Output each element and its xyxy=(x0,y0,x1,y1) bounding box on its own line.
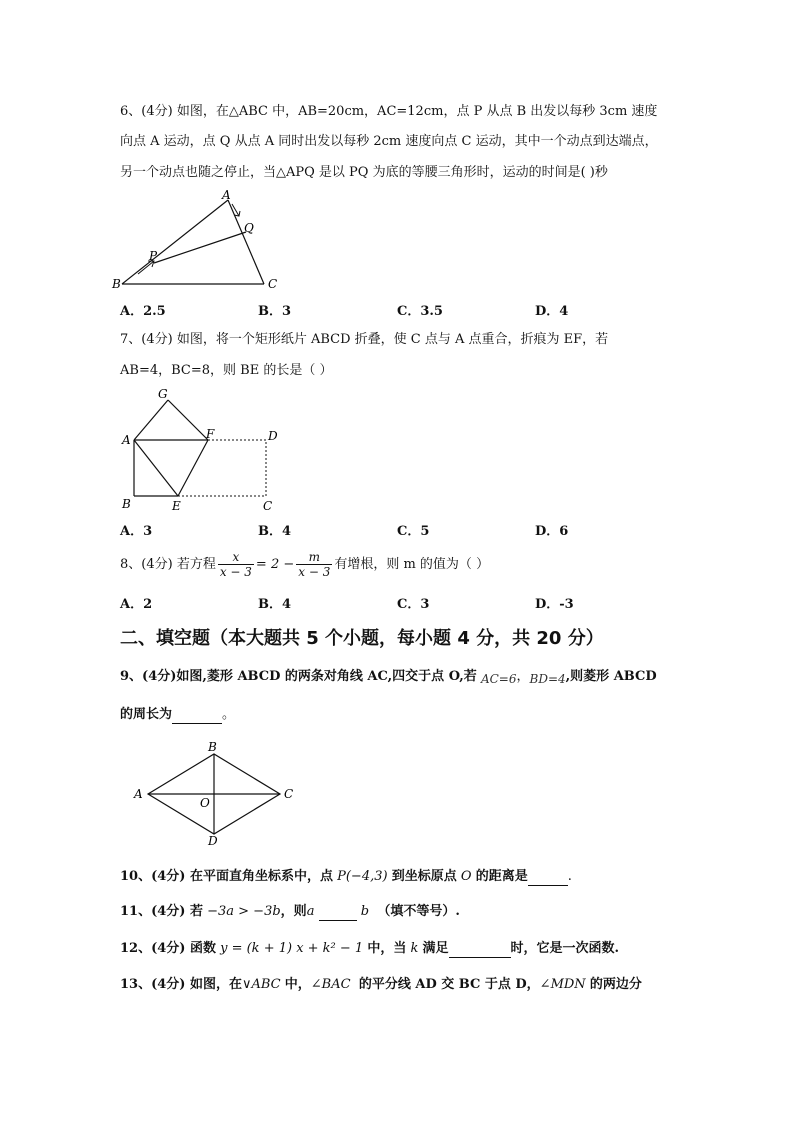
q9-label-b: B xyxy=(208,740,217,754)
q6-label-p: P xyxy=(149,249,158,263)
q13-text-c: 的平分线 AD 交 BC 于点 D， xyxy=(358,977,540,992)
q7-label-f: F xyxy=(206,427,215,441)
q9-line1 xyxy=(120,667,657,686)
q8-prefix: 8、(4分) 若方程 xyxy=(120,557,216,572)
q13-text-b: 中， xyxy=(284,977,311,992)
q6-option-a: A．2.5 xyxy=(120,304,166,319)
q8-suffix: 有增根，则 m 的值为（ ） xyxy=(334,557,490,572)
q8-frac2-numerator: m xyxy=(296,550,332,565)
q9-text-b: 四交于点 O,若 xyxy=(392,669,477,684)
q13-triangle: ∨ABC xyxy=(241,977,281,992)
q12-text-d: 时，它是一次函数. xyxy=(510,941,620,956)
q9-label-o: O xyxy=(200,796,210,810)
q10-answer-blank xyxy=(528,885,568,886)
q6-label-a: A xyxy=(222,188,231,202)
q12-text-b: 中，当 xyxy=(367,941,407,956)
q6-line3: 另一个动点也随之停止，当△APQ 是以 PQ 为底的等腰三角形时，运动的时间是( )秒 xyxy=(120,165,608,180)
q10-text-c: 的距离是 xyxy=(475,869,528,884)
q6-option-d: D．4 xyxy=(535,304,569,319)
q7-option-c: C．5 xyxy=(397,524,430,539)
q7-label-c: C xyxy=(263,499,273,513)
q10-point: P(−4,3) xyxy=(337,869,388,884)
q11-text-c: （填不等号）. xyxy=(377,904,460,919)
q9-period: 。 xyxy=(222,707,236,722)
q11-a: a xyxy=(306,904,315,919)
q9-answer-blank xyxy=(172,723,222,724)
q6-label-b: B xyxy=(112,277,121,291)
q8-line xyxy=(120,548,489,582)
q10-text-b: 到坐标原点 xyxy=(391,869,457,884)
q8-frac2-denominator: x − 3 xyxy=(298,565,331,579)
q7-option-d: D．6 xyxy=(535,524,569,539)
q9-label-c: C xyxy=(284,787,294,801)
q6-triangle-figure xyxy=(110,188,290,293)
q8-option-c: C．3 xyxy=(397,597,430,612)
q13-angle-mdn: ∠MDN xyxy=(539,977,586,992)
q11-text-b: ，则 xyxy=(280,904,307,919)
q9-bd: BD=4 xyxy=(529,672,566,686)
q6-line2: 向点 A 运动，点 Q 从点 A 同时出发以每秒 2cm 速度向点 C 运动，其中一个动点到达端点， xyxy=(120,134,658,149)
q8-option-a: A．2 xyxy=(120,597,153,612)
q7-line2: AB=4，BC=8，则 BE 的长是（ ） xyxy=(120,363,333,378)
q7-line1: 7、(4分) 如图，将一个矩形纸片 ABCD 折叠，使 C 点与 A 点重合，折痕为 EF，若 xyxy=(120,332,609,347)
q11-b: b xyxy=(360,904,370,919)
q7-label-e: E xyxy=(172,499,181,513)
q8-fraction-2 xyxy=(296,550,332,579)
q9-ac: AC=6 xyxy=(480,672,517,686)
q12-line xyxy=(120,940,619,958)
q8-fraction-1 xyxy=(218,550,254,579)
q11-line xyxy=(120,903,460,921)
q10-text-a: 10、(4分) 在平面直角坐标系中，点 xyxy=(120,869,333,884)
q9-text-perimeter: 的周长为 xyxy=(120,707,173,722)
q10-line xyxy=(120,868,572,886)
q10-origin: O xyxy=(460,869,472,884)
q8-frac1-denominator: x − 3 xyxy=(219,565,252,579)
q8-option-b: B．4 xyxy=(258,597,292,612)
q12-text-a: 12、(4分) 函数 xyxy=(120,941,216,956)
q9-text-a: 9、(4分)如图,菱形 ABCD 的两条对角线 AC, xyxy=(120,669,393,684)
q13-text-d: 的两边分 xyxy=(589,977,642,992)
q7-label-a: A xyxy=(122,433,131,447)
q9-label-d: D xyxy=(208,834,218,848)
q6-label-q: Q xyxy=(244,221,254,235)
q7-label-d: D xyxy=(268,429,278,443)
q7-label-g: G xyxy=(158,387,168,401)
q12-answer-blank xyxy=(449,957,511,958)
q11-answer-blank xyxy=(319,920,357,921)
q9-text-c: ,则菱形 ABCD xyxy=(565,669,657,684)
q9-rhombus-figure xyxy=(128,740,303,850)
q6-label-c: C xyxy=(268,277,278,291)
q10-text-d: . xyxy=(567,869,572,884)
q7-option-b: B．4 xyxy=(258,524,292,539)
q12-text-c: 满足 xyxy=(422,941,449,956)
q6-line1: 6、(4分) 如图，在△ABC 中，AB=20cm，AC=12cm，点 P 从点 B 出发以每秒 3cm 速度 xyxy=(120,104,658,119)
q8-middle: = 2 − xyxy=(255,557,295,572)
q6-option-c: C．3.5 xyxy=(397,304,443,319)
q11-text-a: 11、(4分) 若 xyxy=(120,904,203,919)
q12-function: y = (k + 1) x + k² − 1 xyxy=(220,941,364,956)
q9-label-a: A xyxy=(134,787,143,801)
q13-angle-bac: ∠BAC xyxy=(310,977,351,992)
q11-inequality: −3a > −3b xyxy=(207,904,281,919)
q7-rectangle-fold-figure xyxy=(112,384,287,514)
q7-option-a: A．3 xyxy=(120,524,153,539)
q7-label-b: B xyxy=(122,497,131,511)
q13-line xyxy=(120,976,642,994)
section-heading-fill-in: 二、填空题（本大题共 5 个小题，每小题 4 分，共 20 分） xyxy=(120,628,604,649)
q8-option-d: D．-3 xyxy=(535,597,574,612)
q8-frac1-numerator: x xyxy=(218,550,254,565)
q9-sep: ， xyxy=(516,669,530,684)
q12-k: k xyxy=(410,941,419,956)
q6-option-b: B．3 xyxy=(258,304,292,319)
q9-line2 xyxy=(120,706,235,724)
q13-text-a: 13、(4分) 如图，在 xyxy=(120,977,242,992)
